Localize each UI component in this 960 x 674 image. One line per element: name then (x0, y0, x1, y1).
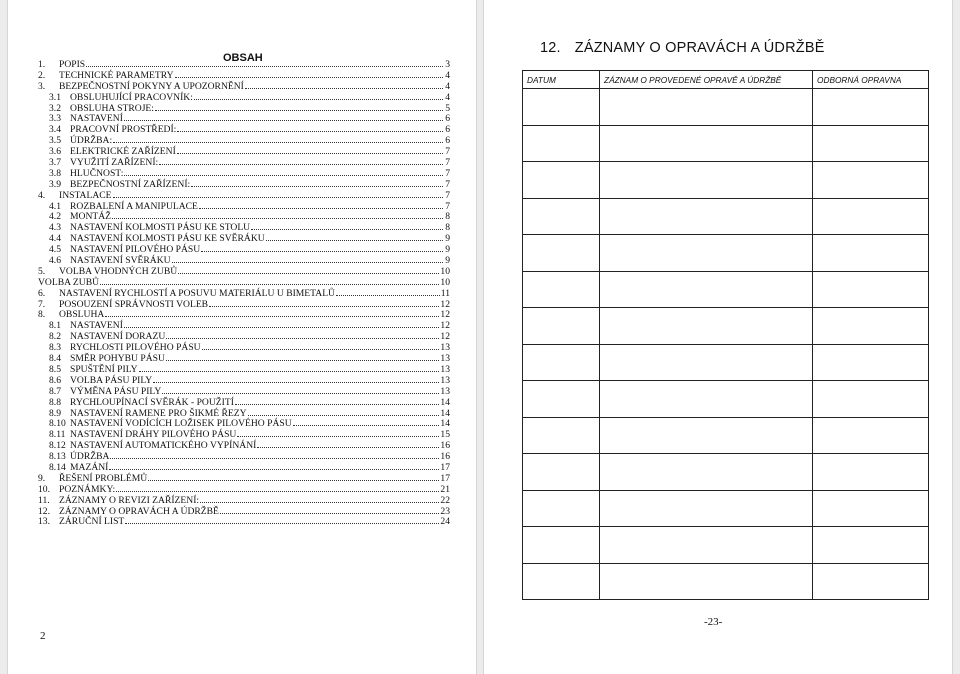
toc-dot-leader (248, 414, 440, 416)
toc-entry[interactable] (38, 267, 450, 278)
table-row (523, 89, 929, 126)
toc-dot-leader (166, 337, 439, 339)
toc-dot-leader (159, 163, 443, 165)
toc-entry-label: TECHNICKÉ PARAMETRY (59, 69, 174, 81)
toc-dot-leader (293, 424, 440, 426)
toc-entry-label: ELEKTRICKÉ ZAŘÍZENÍ (70, 146, 176, 158)
record-cell[interactable] (600, 417, 813, 454)
workshop-cell[interactable] (813, 417, 929, 454)
workshop-cell[interactable] (813, 344, 929, 381)
records-table (522, 70, 929, 600)
toc-entry-page: 21 (440, 483, 450, 495)
table-row (523, 125, 929, 162)
toc-entry-number: 13. (38, 516, 50, 528)
date-cell[interactable] (523, 417, 600, 454)
toc-entry-label: PRACOVNÍ PROSTŘEDÍ: (70, 124, 177, 136)
toc-entry-page: 11 (440, 287, 450, 299)
toc-entry-label: VOLBA VHODNÝCH ZUBŮ (59, 265, 178, 277)
toc-dot-leader (336, 294, 440, 296)
toc-entry-label: OBSLUHUJÍCÍ PRACOVNÍK: (70, 91, 193, 103)
records-table-body (523, 89, 929, 600)
toc-dot-leader (124, 119, 443, 121)
record-cell[interactable] (600, 89, 813, 126)
workshop-cell[interactable] (813, 198, 929, 235)
toc-dot-leader (110, 457, 439, 459)
toc-dot-leader (202, 348, 440, 350)
record-cell[interactable] (600, 271, 813, 308)
date-cell[interactable] (523, 198, 600, 235)
toc-dot-leader (113, 196, 443, 198)
toc-entry-number: 3.5 (49, 135, 61, 147)
toc-entry-page: 4 (445, 69, 450, 81)
date-cell[interactable] (523, 308, 600, 345)
toc-dot-leader (155, 109, 443, 111)
toc-entry-number: 8.6 (49, 374, 61, 386)
toc-dot-leader (257, 446, 439, 448)
toc-entry-page: 12 (440, 309, 450, 321)
toc-entry-label: OBSLUHA (59, 309, 105, 321)
toc-dot-leader (191, 185, 443, 187)
toc-list (38, 60, 450, 528)
toc-entry[interactable] (38, 496, 450, 507)
toc-entry-number: 3.2 (49, 102, 61, 114)
record-cell[interactable] (600, 490, 813, 527)
date-cell[interactable] (523, 490, 600, 527)
section-heading (540, 40, 825, 56)
toc-entry-label: OBSLUHA STROJE: (70, 102, 154, 114)
section-number: 12. (540, 40, 561, 56)
toc-entry-number: 11. (38, 494, 50, 506)
table-row (523, 563, 929, 600)
table-row (523, 235, 929, 272)
toc-entry-label: ÚDRŽBA: (70, 135, 113, 147)
toc-entry[interactable] (38, 517, 450, 528)
table-row (523, 417, 929, 454)
toc-entry-page: 17 (440, 472, 450, 484)
record-cell[interactable] (600, 162, 813, 199)
date-cell[interactable] (523, 125, 600, 162)
toc-entry-page: 4 (445, 91, 450, 103)
toc-entry-label: SMĚR POHYBU PÁSU (70, 353, 165, 365)
toc-entry-page: 7 (445, 146, 450, 158)
date-cell[interactable] (523, 162, 600, 199)
toc-dot-leader (199, 207, 443, 209)
workshop-cell[interactable] (813, 490, 929, 527)
toc-entry-label: ZÁRUČNÍ LIST (59, 516, 125, 528)
toc-entry-number: 2. (38, 69, 46, 81)
toc-dot-leader (220, 512, 439, 514)
toc-entry[interactable] (38, 485, 450, 496)
table-row (523, 162, 929, 199)
toc-entry-page: 12 (440, 320, 450, 332)
toc-entry-number: 8.14 (49, 461, 66, 473)
toc-dot-leader (201, 250, 443, 252)
table-row (523, 490, 929, 527)
toc-dot-leader (175, 76, 443, 78)
record-cell[interactable] (600, 527, 813, 564)
toc-entry[interactable] (38, 398, 450, 409)
toc-entry-number: 4.3 (49, 222, 61, 234)
table-row (523, 198, 929, 235)
toc-entry-page: 9 (445, 255, 450, 267)
toc-entry-label: HLUČNOST: (70, 167, 124, 179)
toc-entry-number: 4. (38, 189, 46, 201)
toc-entry-page: 13 (440, 363, 450, 375)
toc-entry-page: 3 (445, 59, 450, 70)
toc-dot-leader (266, 239, 443, 241)
toc-dot-leader (124, 174, 443, 176)
toc-entry-number: 8.5 (49, 363, 61, 375)
toc-dot-leader (112, 217, 443, 219)
toc-entry-number: 1. (38, 59, 46, 70)
toc-entry-label: SPUŠTĚNÍ PILY (70, 363, 138, 375)
toc-entry-label: VOLBA PÁSU PILY (70, 374, 153, 386)
toc-entry-number: 8.3 (49, 342, 61, 354)
workshop-cell[interactable] (813, 308, 929, 345)
toc-entry-page: 6 (445, 113, 450, 125)
date-cell[interactable] (523, 381, 600, 418)
toc-entry-label: NASTAVENÍ KOLMOSTI PÁSU KE STOLU (70, 222, 251, 234)
toc-dot-leader (148, 479, 439, 481)
record-cell[interactable] (600, 198, 813, 235)
toc-dot-leader (251, 228, 443, 230)
toc-entry-label: ÚDRŽBA (70, 451, 110, 463)
toc-entry-number: 6. (38, 287, 46, 299)
toc-entry-page: 7 (445, 178, 450, 190)
date-cell[interactable] (523, 344, 600, 381)
table-header-row (523, 71, 929, 89)
toc-entry-label: POPIS (59, 59, 86, 70)
toc-entry-label: NASTAVENÍ PILOVÉHO PÁSU (70, 244, 201, 256)
toc-entry-number: 8. (38, 309, 46, 321)
toc-entry-page: 4 (445, 80, 450, 92)
toc-entry-number: 10. (38, 483, 50, 495)
toc-dot-leader (113, 141, 443, 143)
record-cell[interactable] (600, 563, 813, 600)
record-cell[interactable] (600, 381, 813, 418)
toc-dot-leader (245, 87, 443, 89)
table-row (523, 271, 929, 308)
section-title: ZÁZNAMY O OPRAVÁCH A ÚDRŽBĚ (574, 40, 825, 56)
toc-entry-number: 3.1 (49, 91, 61, 103)
toc-entry-page: 7 (445, 189, 450, 201)
toc-entry-number: 3.4 (49, 124, 61, 136)
record-cell[interactable] (600, 344, 813, 381)
toc-dot-leader (235, 403, 440, 405)
toc-dot-leader (177, 130, 443, 132)
toc-entry-page: 16 (440, 451, 450, 463)
toc-entry-page: 6 (445, 135, 450, 147)
toc-entry-page: 8 (445, 222, 450, 234)
record-cell[interactable] (600, 454, 813, 491)
toc-entry-page: 24 (440, 516, 450, 528)
toc-entry-number: 3.8 (49, 167, 61, 179)
toc-entry-page: 6 (445, 124, 450, 136)
toc-entry-page: 14 (440, 407, 450, 419)
toc-entry-number: 4.6 (49, 255, 61, 267)
toc-dot-leader (139, 370, 440, 372)
toc-entry-label: VYUŽITÍ ZAŘÍZENÍ: (70, 157, 159, 169)
workshop-cell[interactable] (813, 527, 929, 564)
toc-entry-label: ZÁZNAMY O REVIZI ZAŘÍZENÍ: (59, 494, 200, 506)
toc-entry-page: 22 (440, 494, 450, 506)
workshop-cell[interactable] (813, 162, 929, 199)
toc-dot-leader (116, 490, 439, 492)
toc-entry-label: POZNÁMKY: (59, 483, 116, 495)
toc-dot-leader (162, 392, 439, 394)
table-row (523, 308, 929, 345)
toc-entry[interactable] (38, 387, 450, 398)
toc-entry-label: NASTAVENÍ SVĚRÁKU (70, 255, 171, 267)
toc-entry-page: 10 (440, 276, 450, 288)
workshop-cell[interactable] (813, 381, 929, 418)
toc-entry-label: RYCHLOUPÍNACÍ SVĚRÁK - POUŽITÍ (70, 396, 234, 408)
toc-dot-leader (105, 315, 439, 317)
toc-entry[interactable] (38, 289, 450, 300)
toc-entry-page: 14 (440, 396, 450, 408)
toc-entry-number: 8.7 (49, 385, 61, 397)
toc-entry-page: 8 (445, 211, 450, 223)
toc-dot-leader (237, 435, 439, 437)
toc-entry[interactable] (38, 93, 450, 104)
toc-dot-leader (124, 326, 440, 328)
toc-entry-page: 9 (445, 244, 450, 256)
toc-entry-page: 5 (445, 102, 450, 114)
toc-entry-label: INSTALACE (59, 189, 112, 201)
toc-entry-number: 4.5 (49, 244, 61, 256)
workshop-cell[interactable] (813, 125, 929, 162)
toc-entry-page: 10 (440, 265, 450, 277)
toc-entry-label: NASTAVENÍ AUTOMATICKÉHO VYPÍNÁNÍ (70, 440, 257, 452)
toc-entry-label: NASTAVENÍ RYCHLOSTÍ A POSUVU MATERIÁLU U BIMETALŮ (59, 287, 335, 299)
toc-entry-number: 4.1 (49, 200, 61, 212)
toc-entry-label: ZÁZNAMY O OPRAVÁCH A ÚDRŽBĚ (59, 505, 219, 517)
toc-entry-label: NASTAVENÍ DRÁHY PILOVÉHO PÁSU (70, 429, 237, 441)
toc-entry-page: 13 (440, 385, 450, 397)
toc-entry-label: MONTÁŽ (70, 211, 112, 223)
toc-dot-leader (125, 522, 439, 524)
toc-entry-number: 4.4 (49, 233, 61, 245)
page-number: -23- (704, 616, 723, 628)
toc-entry-label: NASTAVENÍ DORAZU (70, 331, 166, 343)
toc-entry-number: 3.3 (49, 113, 61, 125)
toc-entry-label: MAZÁNÍ (70, 461, 109, 473)
toc-entry-number: 8.13 (49, 451, 66, 463)
toc-entry-label: ROZBALENÍ A MANIPULACE (70, 200, 198, 212)
toc-entry-number: 3.7 (49, 157, 61, 169)
table-row (523, 344, 929, 381)
record-cell[interactable] (600, 308, 813, 345)
table-row (523, 527, 929, 564)
toc-entry-page: 12 (440, 331, 450, 343)
toc-dot-leader (177, 152, 443, 154)
toc-entry-page: 13 (440, 342, 450, 354)
toc-entry-page: 14 (440, 418, 450, 430)
toc-entry[interactable] (38, 191, 450, 202)
toc-entry-number: 7. (38, 298, 46, 310)
toc-entry-label: NASTAVENÍ KOLMOSTI PÁSU KE SVĚRÁKU (70, 233, 265, 245)
table-row (523, 454, 929, 491)
toc-entry-number: 8.4 (49, 353, 61, 365)
toc-entry-page: 7 (445, 200, 450, 212)
record-cell[interactable] (600, 235, 813, 272)
records-page (484, 0, 952, 674)
date-cell[interactable] (523, 527, 600, 564)
workshop-cell[interactable] (813, 454, 929, 491)
toc-entry-page: 17 (440, 461, 450, 473)
toc-dot-leader (109, 468, 439, 470)
date-cell[interactable] (523, 271, 600, 308)
toc-entry-number: 5. (38, 265, 46, 277)
toc-entry-number: 3. (38, 80, 46, 92)
date-cell[interactable] (523, 89, 600, 126)
toc-dot-leader (166, 359, 440, 361)
toc-entry-number: 8.10 (49, 418, 66, 430)
column-header-workshop: ODBORNÁ OPRAVNA (813, 71, 929, 89)
toc-entry-label: RYCHLOSTI PILOVÉHO PÁSU (70, 342, 201, 354)
toc-entry-page: 9 (445, 233, 450, 245)
toc-entry-label: NASTAVENÍ (70, 113, 123, 125)
toc-entry-page: 13 (440, 353, 450, 365)
toc-dot-leader (209, 305, 439, 307)
toc-entry-label: ŘEŠENÍ PROBLÉMŮ (59, 472, 148, 484)
toc-entry-number: 8.9 (49, 407, 61, 419)
toc-entry-page: 13 (440, 374, 450, 386)
toc-entry-page: 23 (440, 505, 450, 517)
workshop-cell[interactable] (813, 235, 929, 272)
toc-entry-label: VÝMĚNA PÁSU PILY (70, 385, 162, 397)
column-header-date: DATUM (523, 71, 600, 89)
toc-dot-leader (86, 65, 443, 67)
toc-entry-page: 12 (440, 298, 450, 310)
toc-entry-label: VOLBA ZUBŮ (38, 276, 100, 288)
toc-entry-number: 8.8 (49, 396, 61, 408)
toc-entry-number: 3.9 (49, 178, 61, 190)
workshop-cell[interactable] (813, 563, 929, 600)
toc-entry-page: 15 (440, 429, 450, 441)
toc-entry-label: NASTAVENÍ (70, 320, 123, 332)
toc-entry-label: NASTAVENÍ RAMENE PRO ŠIKMÉ ŘEZY (70, 407, 247, 419)
toc-entry-number: 8.1 (49, 320, 61, 332)
toc-dot-leader (200, 501, 439, 503)
toc-dot-leader (194, 98, 443, 100)
date-cell[interactable] (523, 563, 600, 600)
table-row (523, 381, 929, 418)
toc-entry-number: 9. (38, 472, 46, 484)
toc-entry-page: 7 (445, 167, 450, 179)
toc-dot-leader (178, 272, 439, 274)
toc-dot-leader (153, 381, 439, 383)
date-cell[interactable] (523, 454, 600, 491)
toc-entry-number: 3.6 (49, 146, 61, 158)
toc-title: OBSAH (223, 52, 263, 64)
toc-entry-number: 8.11 (49, 429, 66, 441)
toc-entry-page: 16 (440, 440, 450, 452)
toc-entry-number: 4.2 (49, 211, 61, 223)
toc-entry-number: 8.12 (49, 440, 66, 452)
toc-entry-number: 8.2 (49, 331, 61, 343)
toc-entry-label: POSOUZENÍ SPRÁVNOSTI VOLEB (59, 298, 209, 310)
toc-page (8, 0, 476, 674)
toc-dot-leader (172, 261, 443, 263)
toc-dot-leader (100, 283, 439, 285)
page-number: 2 (40, 630, 46, 642)
toc-entry-page: 7 (445, 157, 450, 169)
workshop-cell[interactable] (813, 271, 929, 308)
toc-entry-number: 12. (38, 505, 50, 517)
record-cell[interactable] (600, 125, 813, 162)
toc-entry-label: NASTAVENÍ VODÍCÍCH LOŽISEK PILOVÉHO PÁSU (70, 418, 292, 430)
date-cell[interactable] (523, 235, 600, 272)
toc-entry-label: BEZPEČNOSTNÍ POKYNY A UPOZORNĚNÍ (59, 80, 244, 92)
column-header-record: ZÁZNAM O PROVEDENÉ OPRAVĚ A ÚDRŽBĚ (600, 71, 813, 89)
toc-entry-label: BEZPEČNOSTNÍ ZAŘÍZENÍ: (70, 178, 191, 190)
workshop-cell[interactable] (813, 89, 929, 126)
